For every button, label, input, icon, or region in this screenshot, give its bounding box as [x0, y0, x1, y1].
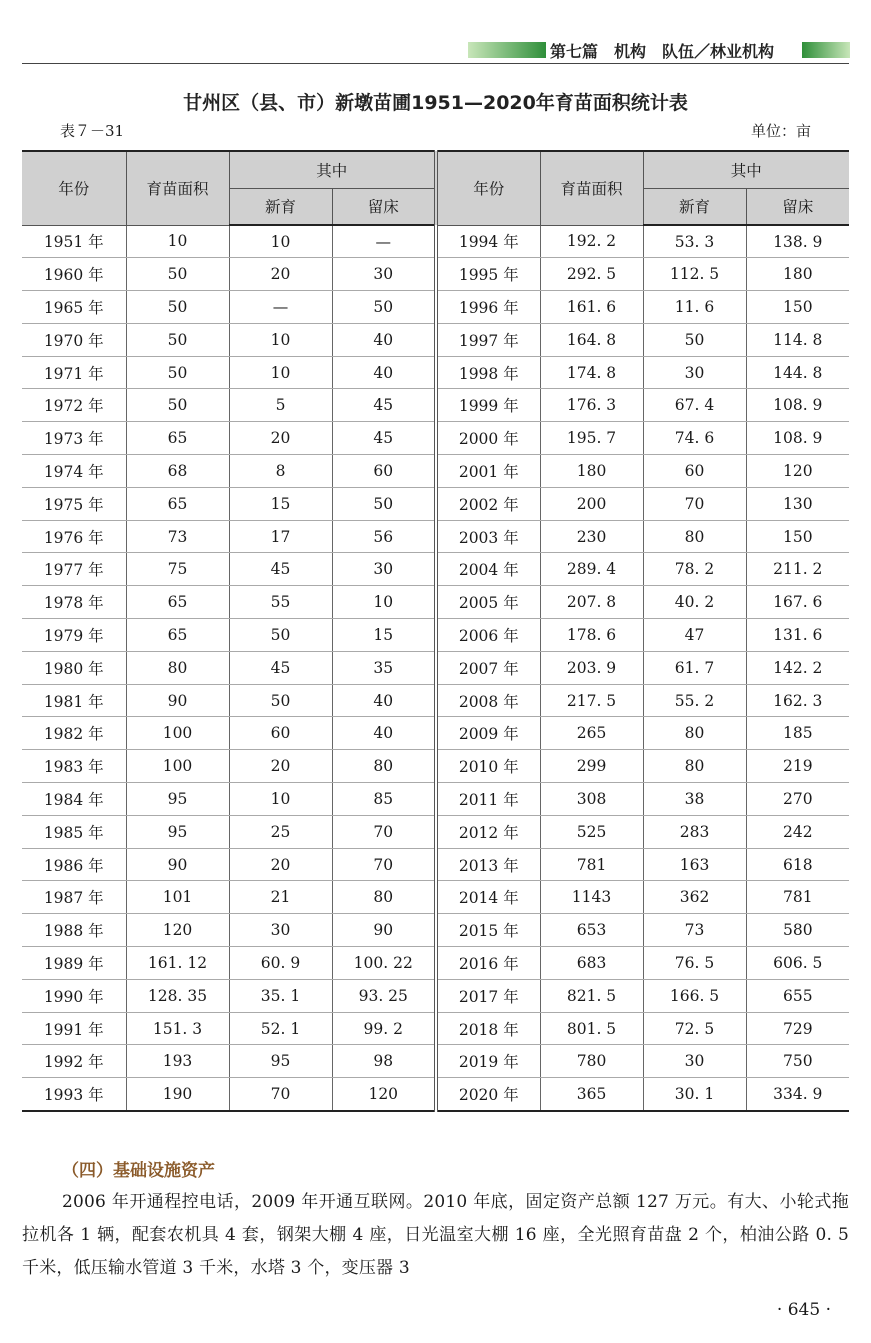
table-cell: 2018 年	[436, 1012, 540, 1045]
table-row	[22, 684, 849, 717]
table-cell: 1951 年	[22, 225, 126, 258]
table-cell: 203. 9	[540, 651, 643, 684]
table-cell: 10	[229, 356, 332, 389]
table-cell: 50	[126, 389, 229, 422]
section-heading: （四）基础设施资产	[62, 1161, 215, 1181]
table-cell: 15	[229, 487, 332, 520]
table-cell: —	[229, 291, 332, 324]
table-cell: 230	[540, 520, 643, 553]
table-cell: 10	[229, 225, 332, 258]
table-cell: 85	[332, 783, 436, 816]
table-cell: 1960 年	[22, 258, 126, 291]
table-cell: 161. 12	[126, 947, 229, 980]
table-cell: 45	[332, 389, 436, 422]
table-cell: 47	[643, 619, 746, 652]
table-row	[22, 1078, 849, 1111]
table-cell: 821. 5	[540, 979, 643, 1012]
table-cell: 2002 年	[436, 487, 540, 520]
table-cell: 52. 1	[229, 1012, 332, 1045]
table-cell: 61. 7	[643, 651, 746, 684]
table-row	[22, 881, 849, 914]
table-cell: 50	[126, 258, 229, 291]
table-cell: 525	[540, 815, 643, 848]
table-cell: 2003 年	[436, 520, 540, 553]
table-row	[22, 553, 849, 586]
table-row	[22, 389, 849, 422]
table-cell: 780	[540, 1045, 643, 1078]
table-cell: 50	[332, 291, 436, 324]
table-cell: 2013 年	[436, 848, 540, 881]
table-cell: 195. 7	[540, 422, 643, 455]
nursery-area-table	[22, 150, 849, 1112]
table-cell: 265	[540, 717, 643, 750]
table-cell: 1970 年	[22, 323, 126, 356]
table-row	[22, 586, 849, 619]
table-cell: 80	[643, 717, 746, 750]
table-cell: 130	[746, 487, 849, 520]
table-cell: 2004 年	[436, 553, 540, 586]
table-cell: 45	[332, 422, 436, 455]
table-cell: 2014 年	[436, 881, 540, 914]
table-cell: 75	[126, 553, 229, 586]
table-cell: 1971 年	[22, 356, 126, 389]
table-cell: 242	[746, 815, 849, 848]
table-cell: 50	[126, 356, 229, 389]
table-cell: 655	[746, 979, 849, 1012]
table-cell: 65	[126, 422, 229, 455]
table-cell: 1986 年	[22, 848, 126, 881]
table-cell: 70	[332, 815, 436, 848]
table-cell: 95	[229, 1045, 332, 1078]
table-cell: 60	[229, 717, 332, 750]
table-cell: 1976 年	[22, 520, 126, 553]
table-row	[22, 979, 849, 1012]
table-cell: 30	[229, 914, 332, 947]
table-cell: 2011 年	[436, 783, 540, 816]
table-cell: 30	[332, 553, 436, 586]
table-cell: 151. 3	[126, 1012, 229, 1045]
table-cell: 750	[746, 1045, 849, 1078]
table-row	[22, 258, 849, 291]
table-cell: 128. 35	[126, 979, 229, 1012]
table-cell: 1990 年	[22, 979, 126, 1012]
table-cell: 164. 8	[540, 323, 643, 356]
table-cell: 580	[746, 914, 849, 947]
table-cell: 30	[643, 1045, 746, 1078]
table-cell: 2010 年	[436, 750, 540, 783]
header-decor-bar-left	[468, 42, 546, 58]
table-cell: 2012 年	[436, 815, 540, 848]
table-cell: 1977 年	[22, 553, 126, 586]
table-cell: 334. 9	[746, 1078, 849, 1111]
table-row	[22, 783, 849, 816]
table-cell: 161. 6	[540, 291, 643, 324]
table-cell: 74. 6	[643, 422, 746, 455]
table-row	[22, 815, 849, 848]
table-row	[22, 651, 849, 684]
table-cell: 1997 年	[436, 323, 540, 356]
table-cell: 289. 4	[540, 553, 643, 586]
table-cell: 10	[332, 586, 436, 619]
table-cell: 163	[643, 848, 746, 881]
table-cell: 1993 年	[22, 1078, 126, 1111]
table-cell: 299	[540, 750, 643, 783]
table-cell: 99. 2	[332, 1012, 436, 1045]
table-cell: 10	[229, 783, 332, 816]
table-cell: 2006 年	[436, 619, 540, 652]
table-cell: 120	[332, 1078, 436, 1111]
table-row	[22, 422, 849, 455]
table-cell: 190	[126, 1078, 229, 1111]
table-cell: 108. 9	[746, 389, 849, 422]
table-cell: 40	[332, 356, 436, 389]
table-cell: 40	[332, 323, 436, 356]
table-cell: 150	[746, 520, 849, 553]
table-cell: 98	[332, 1045, 436, 1078]
table-cell: 683	[540, 947, 643, 980]
header-decor-bar-right	[802, 42, 850, 58]
table-cell: 2000 年	[436, 422, 540, 455]
table-cell: 1985 年	[22, 815, 126, 848]
table-cell: 1983 年	[22, 750, 126, 783]
table-cell: 60. 9	[229, 947, 332, 980]
page-number: · 645 ·	[776, 1300, 831, 1320]
table-cell: 2008 年	[436, 684, 540, 717]
table-unit: 单位：亩	[750, 122, 811, 140]
table-cell: 60	[643, 455, 746, 488]
table-cell: 606. 5	[746, 947, 849, 980]
table-cell: 781	[540, 848, 643, 881]
table-cell: 2015 年	[436, 914, 540, 947]
body-paragraph: 2006 年开通程控电话，2009 年开通互联网。2010 年底，固定资产总额 127 万元。有大、小轮式拖拉机各 1 辆，配套农机具 4 套，钢架大棚 4 座，日光温室大棚 16 座，全光照育苗盘 2 个，柏油公路 0. 5 千米，低压输水管道 3 千米，水塔 3 个，变压器 3	[22, 1192, 849, 1278]
table-cell: 25	[229, 815, 332, 848]
table-cell: 114. 8	[746, 323, 849, 356]
table-cell: 180	[540, 455, 643, 488]
table-cell: 72. 5	[643, 1012, 746, 1045]
table-cell: 365	[540, 1078, 643, 1111]
table-cell: 30	[332, 258, 436, 291]
table-cell: 150	[746, 291, 849, 324]
table-cell: 95	[126, 783, 229, 816]
table-cell: 50	[332, 487, 436, 520]
table-cell: 270	[746, 783, 849, 816]
table-cell: 144. 8	[746, 356, 849, 389]
table-row	[22, 225, 849, 258]
table-cell: 1981 年	[22, 684, 126, 717]
table-row	[22, 848, 849, 881]
table-cell: 1978 年	[22, 586, 126, 619]
table-cell: 283	[643, 815, 746, 848]
table-cell: 35	[332, 651, 436, 684]
table-cell: 40	[332, 717, 436, 750]
header-area-2: 育苗面积	[540, 151, 643, 225]
table-cell: 55. 2	[643, 684, 746, 717]
table-row	[22, 1045, 849, 1078]
table-cell: 5	[229, 389, 332, 422]
table-cell: 1143	[540, 881, 643, 914]
header-among-2: 其中	[643, 151, 849, 188]
table-cell: 1994 年	[436, 225, 540, 258]
table-cell: 217. 5	[540, 684, 643, 717]
table-cell: 174. 8	[540, 356, 643, 389]
table-cell: 2020 年	[436, 1078, 540, 1111]
table-cell: 45	[229, 651, 332, 684]
table-cell: 38	[643, 783, 746, 816]
table-cell: 20	[229, 750, 332, 783]
table-row	[22, 520, 849, 553]
table-row	[22, 455, 849, 488]
table-cell: 618	[746, 848, 849, 881]
table-cell: 65	[126, 487, 229, 520]
table-cell: 178. 6	[540, 619, 643, 652]
table-cell: 35. 1	[229, 979, 332, 1012]
table-cell: 73	[126, 520, 229, 553]
table-cell: 162. 3	[746, 684, 849, 717]
table-cell: 45	[229, 553, 332, 586]
table-cell: 21	[229, 881, 332, 914]
table-cell: 10	[229, 323, 332, 356]
table-cell: 20	[229, 848, 332, 881]
table-row	[22, 619, 849, 652]
table-cell: 108. 9	[746, 422, 849, 455]
table-row	[22, 914, 849, 947]
table-cell: 30. 1	[643, 1078, 746, 1111]
table-cell: 1980 年	[22, 651, 126, 684]
table-cell: 55	[229, 586, 332, 619]
header-remain: 留床	[332, 188, 436, 225]
table-cell: 192. 2	[540, 225, 643, 258]
table-cell: 207. 8	[540, 586, 643, 619]
table-cell: 193	[126, 1045, 229, 1078]
table-cell: 70	[643, 487, 746, 520]
table-cell: 80	[332, 881, 436, 914]
table-cell: 200	[540, 487, 643, 520]
table-cell: 166. 5	[643, 979, 746, 1012]
table-cell: 1987 年	[22, 881, 126, 914]
table-cell: 1982 年	[22, 717, 126, 750]
table-cell: 1996 年	[436, 291, 540, 324]
table-cell: 40	[332, 684, 436, 717]
table-cell: 80	[332, 750, 436, 783]
table-cell: 80	[126, 651, 229, 684]
table-cell: 185	[746, 717, 849, 750]
table-cell: 60	[332, 455, 436, 488]
table-cell: 10	[126, 225, 229, 258]
table-cell: 2019 年	[436, 1045, 540, 1078]
table-cell: 40. 2	[643, 586, 746, 619]
table-cell: 8	[229, 455, 332, 488]
table-row	[22, 717, 849, 750]
table-row	[22, 1012, 849, 1045]
table-cell: 1974 年	[22, 455, 126, 488]
table-cell: 1975 年	[22, 487, 126, 520]
table-cell: 93. 25	[332, 979, 436, 1012]
table-cell: 292. 5	[540, 258, 643, 291]
header-new-2: 新育	[643, 188, 746, 225]
table-cell: 112. 5	[643, 258, 746, 291]
header-year: 年份	[22, 151, 126, 225]
table-cell: 53. 3	[643, 225, 746, 258]
table-cell: 100	[126, 717, 229, 750]
header-rule	[22, 63, 849, 64]
table-cell: 2001 年	[436, 455, 540, 488]
table-number: 表７－31	[60, 122, 125, 140]
table-cell: 73	[643, 914, 746, 947]
table-cell: 50	[126, 323, 229, 356]
table-cell: 90	[332, 914, 436, 947]
table-cell: 1984 年	[22, 783, 126, 816]
table-title: 甘州区（县、市）新墩苗圃1951—2020年育苗面积统计表	[183, 92, 688, 114]
table-cell: 362	[643, 881, 746, 914]
table-row	[22, 750, 849, 783]
table-cell: 2017 年	[436, 979, 540, 1012]
table-cell: 70	[332, 848, 436, 881]
table-cell: 17	[229, 520, 332, 553]
header-section-title: 第七篇 机构 队伍／林业机构	[550, 42, 775, 61]
table-row	[22, 323, 849, 356]
table-cell: 2007 年	[436, 651, 540, 684]
table-cell: 11. 6	[643, 291, 746, 324]
table-cell: 90	[126, 848, 229, 881]
table-cell: 50	[229, 619, 332, 652]
table-cell: 131. 6	[746, 619, 849, 652]
table-cell: 80	[643, 750, 746, 783]
table-cell: 120	[126, 914, 229, 947]
header-area: 育苗面积	[126, 151, 229, 225]
table-cell: 2005 年	[436, 586, 540, 619]
table-cell: 100	[126, 750, 229, 783]
table-cell: 56	[332, 520, 436, 553]
table-cell: 1988 年	[22, 914, 126, 947]
table-cell: 211. 2	[746, 553, 849, 586]
table-cell: 90	[126, 684, 229, 717]
table-cell: 120	[746, 455, 849, 488]
table-cell: 65	[126, 586, 229, 619]
table-cell: 176. 3	[540, 389, 643, 422]
table-cell: 76. 5	[643, 947, 746, 980]
table-cell: 1972 年	[22, 389, 126, 422]
table-cell: —	[332, 225, 436, 258]
header-among: 其中	[229, 151, 436, 188]
table-cell: 219	[746, 750, 849, 783]
table-cell: 142. 2	[746, 651, 849, 684]
table-cell: 138. 9	[746, 225, 849, 258]
table-cell: 20	[229, 422, 332, 455]
table-cell: 1979 年	[22, 619, 126, 652]
table-cell: 308	[540, 783, 643, 816]
table-cell: 50	[229, 684, 332, 717]
table-row	[22, 487, 849, 520]
table-cell: 20	[229, 258, 332, 291]
table-row	[22, 947, 849, 980]
table-row	[22, 356, 849, 389]
table-cell: 781	[746, 881, 849, 914]
table-cell: 1989 年	[22, 947, 126, 980]
table-cell: 50	[126, 291, 229, 324]
table-cell: 2016 年	[436, 947, 540, 980]
table-cell: 30	[643, 356, 746, 389]
table-row	[22, 291, 849, 324]
table-cell: 100. 22	[332, 947, 436, 980]
header-new: 新育	[229, 188, 332, 225]
table-cell: 50	[643, 323, 746, 356]
table-cell: 801. 5	[540, 1012, 643, 1045]
table-cell: 1991 年	[22, 1012, 126, 1045]
table-cell: 2009 年	[436, 717, 540, 750]
header-year-2: 年份	[436, 151, 540, 225]
table-cell: 180	[746, 258, 849, 291]
table-cell: 653	[540, 914, 643, 947]
table-cell: 167. 6	[746, 586, 849, 619]
table-cell: 95	[126, 815, 229, 848]
table-cell: 729	[746, 1012, 849, 1045]
table-cell: 67. 4	[643, 389, 746, 422]
page-header	[22, 38, 849, 64]
table-cell: 101	[126, 881, 229, 914]
table-cell: 1998 年	[436, 356, 540, 389]
table-cell: 1995 年	[436, 258, 540, 291]
table-cell: 1999 年	[436, 389, 540, 422]
table-cell: 15	[332, 619, 436, 652]
table-cell: 70	[229, 1078, 332, 1111]
header-remain-2: 留床	[746, 188, 849, 225]
table-cell: 1973 年	[22, 422, 126, 455]
table-cell: 1965 年	[22, 291, 126, 324]
table-cell: 1992 年	[22, 1045, 126, 1078]
table-cell: 78. 2	[643, 553, 746, 586]
table-cell: 68	[126, 455, 229, 488]
table-cell: 80	[643, 520, 746, 553]
table-cell: 65	[126, 619, 229, 652]
